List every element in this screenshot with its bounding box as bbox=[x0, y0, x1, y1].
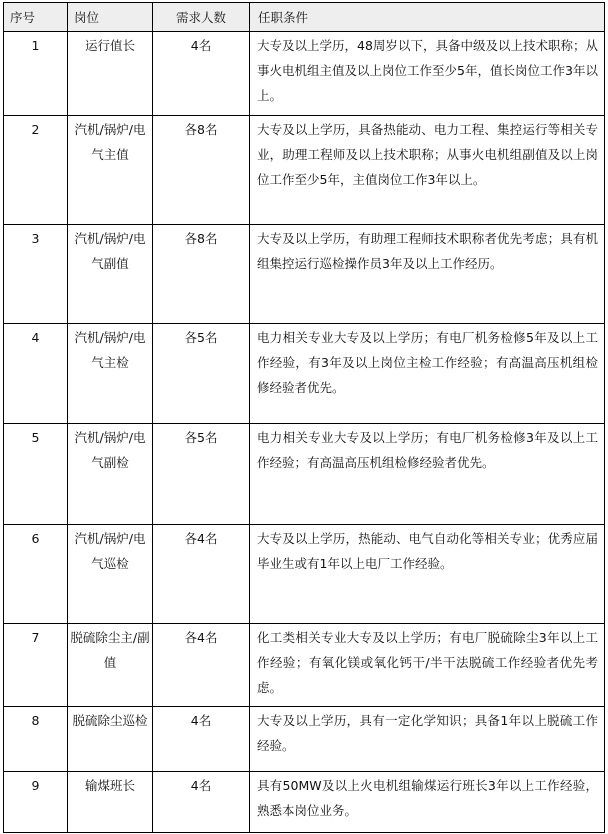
row-requirements: 大专及以上学历，有助理工程师技术职称者优先考虑；具有机组集控运行巡检操作员3年及以上工作经历。 bbox=[250, 225, 605, 324]
row-requirements: 电力相关专业大专及以上学历；有电厂机务检修3年及以上工作经验；有高温高压机组检修经验者优先。 bbox=[250, 424, 605, 525]
position-label: 汽机/锅炉/电气巡检 bbox=[74, 531, 146, 571]
row-requirements: 大专及以上学历，具有一定化学知识；具备1年以上脱硫工作经验。 bbox=[250, 707, 605, 772]
row-position bbox=[68, 624, 153, 707]
table-row bbox=[4, 225, 605, 324]
position-label: 汽机/锅炉/电气副检 bbox=[74, 430, 146, 470]
row-position bbox=[68, 32, 153, 116]
row-index: 1 bbox=[4, 32, 68, 116]
position-label: 汽机/锅炉/电气主检 bbox=[74, 330, 146, 370]
position-label: 汽机/锅炉/电气副值 bbox=[74, 231, 146, 271]
table-row bbox=[4, 116, 605, 225]
position-label: 脱硫除尘巡检 bbox=[72, 713, 148, 728]
row-index: 6 bbox=[4, 525, 68, 624]
row-position bbox=[68, 225, 153, 324]
table-header-row bbox=[4, 3, 605, 32]
row-requirements: 大专及以上学历，热能动、电气自动化等相关专业；优秀应届毕业生或有1年以上电厂工作经验。 bbox=[250, 525, 605, 624]
position-label: 脱硫除尘主/副值 bbox=[70, 630, 150, 670]
row-position bbox=[68, 116, 153, 225]
row-count: 4名 bbox=[153, 32, 250, 116]
position-label: 输煤班长 bbox=[84, 778, 135, 793]
row-position bbox=[68, 424, 153, 525]
header-position: 岗位 bbox=[68, 3, 153, 32]
row-position bbox=[68, 707, 153, 772]
row-position bbox=[68, 324, 153, 424]
header-requirements: 任职条件 bbox=[250, 3, 605, 32]
table-row bbox=[4, 525, 605, 624]
position-label: 运行值长 bbox=[84, 38, 135, 53]
table-row bbox=[4, 772, 605, 833]
row-count: 各8名 bbox=[153, 225, 250, 324]
header-index: 序号 bbox=[4, 3, 68, 32]
row-position bbox=[68, 525, 153, 624]
row-count: 各4名 bbox=[153, 525, 250, 624]
row-count: 4名 bbox=[153, 772, 250, 833]
row-count: 各5名 bbox=[153, 424, 250, 525]
row-requirements: 电力相关专业大专及以上学历；有电厂机务检修5年及以上工作经验，有3年及以上岗位主检工作经验；有高温高压机组检修经验者优先。 bbox=[250, 324, 605, 424]
row-position bbox=[68, 772, 153, 833]
row-requirements: 大专及以上学历，48周岁以下，具备中级及以上技术职称；从事火电机组主值及以上岗位工作至少5年，值长岗位工作3年以上。 bbox=[250, 32, 605, 116]
table-row bbox=[4, 324, 605, 424]
table-row bbox=[4, 707, 605, 772]
row-index: 7 bbox=[4, 624, 68, 707]
row-index: 8 bbox=[4, 707, 68, 772]
position-label: 汽机/锅炉/电气主值 bbox=[74, 122, 146, 162]
row-index: 5 bbox=[4, 424, 68, 525]
recruitment-table bbox=[3, 2, 605, 833]
table-row bbox=[4, 32, 605, 116]
row-count: 4名 bbox=[153, 707, 250, 772]
row-requirements: 具有50MW及以上火电机组输煤运行班长3年以上工作经验，熟悉本岗位业务。 bbox=[250, 772, 605, 833]
table-row bbox=[4, 624, 605, 707]
row-count: 各5名 bbox=[153, 324, 250, 424]
row-requirements: 化工类相关专业大专及以上学历；有电厂脱硫除尘3年以上工作经验；有氧化镁或氧化钙干/半干法脱硫工作经验者优先考虑。 bbox=[250, 624, 605, 707]
row-requirements: 大专及以上学历，具备热能动、电力工程、集控运行等相关专业，助理工程师及以上技术职称；从事火电机组副值及以上岗位工作至少5年，主值岗位工作3年以上。 bbox=[250, 116, 605, 225]
header-count: 需求人数 bbox=[153, 3, 250, 32]
row-index: 9 bbox=[4, 772, 68, 833]
row-count: 各8名 bbox=[153, 116, 250, 225]
row-index: 3 bbox=[4, 225, 68, 324]
row-count: 各4名 bbox=[153, 624, 250, 707]
row-index: 4 bbox=[4, 324, 68, 424]
table-row bbox=[4, 424, 605, 525]
row-index: 2 bbox=[4, 116, 68, 225]
